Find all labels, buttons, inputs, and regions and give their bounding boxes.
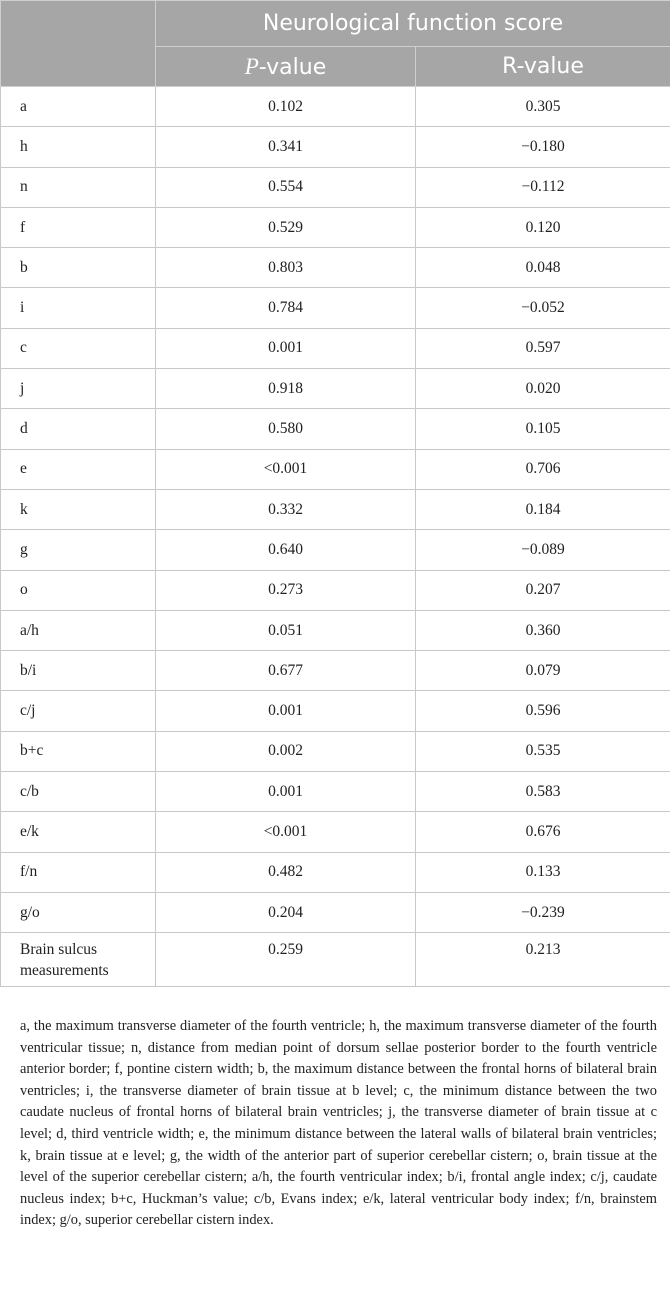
r-value-cell: −0.180 xyxy=(416,127,670,167)
column-header-p-suffix: -value xyxy=(258,54,327,80)
p-value-cell: 0.677 xyxy=(156,651,416,691)
row-label: a xyxy=(1,87,156,127)
r-value-cell: −0.089 xyxy=(416,530,670,570)
p-value-cell: 0.273 xyxy=(156,570,416,610)
r-value-cell: −0.052 xyxy=(416,288,670,328)
table-body xyxy=(1,87,670,987)
table-row xyxy=(1,530,670,570)
table-row xyxy=(1,248,670,288)
table-row xyxy=(1,570,670,610)
p-value-cell: 0.580 xyxy=(156,409,416,449)
p-value-cell: 0.001 xyxy=(156,772,416,812)
r-value-cell: 0.120 xyxy=(416,207,670,247)
row-label: g/o xyxy=(1,892,156,932)
table-row xyxy=(1,87,670,127)
r-value-cell: 0.213 xyxy=(416,933,670,987)
row-label: f xyxy=(1,207,156,247)
table-group-header-row xyxy=(1,1,670,47)
r-value-cell: 0.079 xyxy=(416,651,670,691)
p-value-cell: <0.001 xyxy=(156,812,416,852)
r-value-cell: 0.207 xyxy=(416,570,670,610)
p-value-cell: 0.482 xyxy=(156,852,416,892)
table-row xyxy=(1,892,670,932)
p-value-cell: 0.640 xyxy=(156,530,416,570)
table-row xyxy=(1,409,670,449)
p-value-cell: 0.803 xyxy=(156,248,416,288)
r-value-cell: 0.597 xyxy=(416,328,670,368)
p-value-cell: 0.918 xyxy=(156,369,416,409)
table-row xyxy=(1,328,670,368)
r-value-cell: 0.184 xyxy=(416,489,670,529)
column-header-p-value xyxy=(156,47,416,87)
p-value-cell: <0.001 xyxy=(156,449,416,489)
table-row xyxy=(1,691,670,731)
r-value-cell: 0.133 xyxy=(416,852,670,892)
table-row xyxy=(1,489,670,529)
p-value-cell: 0.784 xyxy=(156,288,416,328)
table-footnote: a, the maximum transverse diameter of the fourth ventricle; h, the maximum transverse diameter of the fourth ventricular tissue; n, distance from median point of dorsum sellae posterior border to the fourth ventricle anterior border; f, pontine cistern width; b, the maximum distance between the frontal horns of bilateral brain ventricles; i, the transverse diameter of brain tissue at b level; c, the minimum distance between the two caudate nucleus of frontal horns of bilateral brain ventricles; j, the transverse diameter of brain tissue at c level; d, third ventricle width; e, the minimum distance between the lateral walls of bilateral brain ventricles; k, brain tissue at e level; g, the width of the anterior part of superior cerebellar cistern; o, brain tissue at the level of the superior cerebellar cistern; a/h, the fourth ventricular index; b/i, frontal angle index; c/j, caudate nucleus index; b+c, Huckman’s value; c/b, Evans index; e/k, lateral ventricular body index; f/n, brainstem index; g/o, superior cerebellar cistern index. xyxy=(20,1018,657,1229)
row-label: f/n xyxy=(1,852,156,892)
r-value-cell: 0.706 xyxy=(416,449,670,489)
p-value-cell: 0.002 xyxy=(156,731,416,771)
p-value-cell: 0.332 xyxy=(156,489,416,529)
row-label: c/j xyxy=(1,691,156,731)
table-corner-cell xyxy=(1,1,156,87)
row-label: k xyxy=(1,489,156,529)
p-value-cell: 0.051 xyxy=(156,610,416,650)
r-value-cell: 0.676 xyxy=(416,812,670,852)
row-label: b xyxy=(1,248,156,288)
row-label-line: Brain sulcus xyxy=(20,941,98,959)
r-value-cell: 0.360 xyxy=(416,610,670,650)
table-row xyxy=(1,852,670,892)
table-row xyxy=(1,288,670,328)
r-value-cell: 0.048 xyxy=(416,248,670,288)
p-value-cell: 0.341 xyxy=(156,127,416,167)
table-row xyxy=(1,127,670,167)
row-label: g xyxy=(1,530,156,570)
table-row xyxy=(1,812,670,852)
row-label: c xyxy=(1,328,156,368)
row-label: d xyxy=(1,409,156,449)
row-label: j xyxy=(1,369,156,409)
row-label: a/h xyxy=(1,610,156,650)
row-label: b+c xyxy=(1,731,156,771)
table-row xyxy=(1,369,670,409)
row-label: o xyxy=(1,570,156,610)
r-value-cell: −0.112 xyxy=(416,167,670,207)
row-label: h xyxy=(1,127,156,167)
table-row xyxy=(1,731,670,771)
p-value-cell: 0.001 xyxy=(156,328,416,368)
p-value-cell: 0.204 xyxy=(156,892,416,932)
row-label: c/b xyxy=(1,772,156,812)
r-value-cell: 0.020 xyxy=(416,369,670,409)
column-header-p-italic: P xyxy=(244,53,259,79)
row-label xyxy=(1,933,156,987)
table-row xyxy=(1,651,670,691)
r-value-cell: 0.305 xyxy=(416,87,670,127)
r-value-cell: −0.239 xyxy=(416,892,670,932)
row-label-line: measurements xyxy=(20,962,109,980)
p-value-cell: 0.001 xyxy=(156,691,416,731)
p-value-cell: 0.102 xyxy=(156,87,416,127)
r-value-cell: 0.105 xyxy=(416,409,670,449)
table-row xyxy=(1,610,670,650)
group-header-neurological-score: Neurological function score xyxy=(156,1,670,47)
table-row xyxy=(1,772,670,812)
p-value-cell: 0.259 xyxy=(156,933,416,987)
table-row xyxy=(1,449,670,489)
row-label: e/k xyxy=(1,812,156,852)
row-label: b/i xyxy=(1,651,156,691)
p-value-cell: 0.529 xyxy=(156,207,416,247)
table-row xyxy=(1,207,670,247)
r-value-cell: 0.583 xyxy=(416,772,670,812)
p-value-cell: 0.554 xyxy=(156,167,416,207)
table-row xyxy=(1,933,670,987)
table-row xyxy=(1,167,670,207)
column-header-r-value: R-value xyxy=(416,47,670,87)
row-label: e xyxy=(1,449,156,489)
r-value-cell: 0.535 xyxy=(416,731,670,771)
r-value-cell: 0.596 xyxy=(416,691,670,731)
row-label: n xyxy=(1,167,156,207)
row-label: i xyxy=(1,288,156,328)
